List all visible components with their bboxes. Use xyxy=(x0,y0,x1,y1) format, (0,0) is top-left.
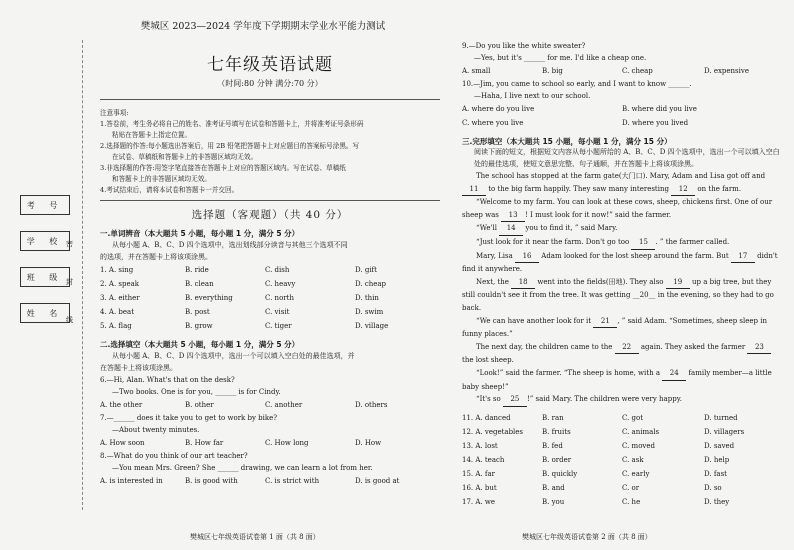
note-line: 3.非选择题的作答:用签字笔直接答在答题卡上对应的答题区域内。写在试卷、草稿纸 xyxy=(100,164,346,172)
option-c[interactable]: C. cheap xyxy=(622,67,653,75)
option-b[interactable]: B. post xyxy=(185,308,210,316)
passage-text: The next day, the children came to the xyxy=(476,342,615,351)
option-d[interactable]: D. fast xyxy=(704,469,727,478)
option-b[interactable]: B. you xyxy=(542,497,565,506)
cloze-blank[interactable]: 23 xyxy=(747,341,771,355)
option-d[interactable]: D. gift xyxy=(355,266,377,274)
option-a[interactable]: 15. A. far xyxy=(462,469,495,478)
option-b[interactable]: B. other xyxy=(185,401,214,409)
option-d[interactable]: D. villagers xyxy=(704,427,745,436)
note-line: 2.选择题的作答:每小题选出答案后，用 2B 铅笔把答题卡上对应题目的答案标号涂黑。写 xyxy=(100,142,360,150)
question-line: —Yes, but it's ______ for me. I'd like a cheap one. xyxy=(474,54,647,62)
option-a[interactable]: 11. A. danced xyxy=(462,413,511,422)
passage-text: “Just look for it near the farm. Don't go too xyxy=(476,237,632,246)
option-a[interactable]: A. where do you live xyxy=(462,105,535,113)
option-c[interactable]: C. he xyxy=(622,497,641,506)
passage-text: Next, the xyxy=(476,277,512,286)
answer-options xyxy=(100,398,440,412)
passage-text: up a big tree, but they still couldn't see it from the tree. It was getting __20__ in the evening, so they had to go back. xyxy=(462,277,774,312)
option-c[interactable]: C. dish xyxy=(265,266,290,274)
part2-instruction: 从每小题 A、B、C、D 四个选项中，选出一个可以填入空白处的最佳选项，并 xyxy=(112,352,355,360)
question-stem: 9.—Do you like the white sweater? xyxy=(462,42,586,50)
option-a[interactable]: A. How soon xyxy=(100,439,145,447)
gutter-field-exam-number: 考 号 xyxy=(20,195,70,215)
cloze-blank[interactable]: 12 xyxy=(671,183,695,197)
note-line: 4.考试结束后，请将本试卷和答题卡一并交回。 xyxy=(100,186,239,194)
cloze-blank[interactable]: 15 xyxy=(631,236,655,250)
option-row xyxy=(462,495,780,509)
option-c[interactable]: C. north xyxy=(265,294,294,302)
option-a[interactable]: A. the other xyxy=(100,401,143,409)
option-b[interactable]: B. fruits xyxy=(542,427,571,436)
page-two-content xyxy=(462,40,780,509)
passage-paragraph xyxy=(462,196,780,222)
passage-text: The school has stopped at the farm gate(大门口). Mary, Adam and Lisa got off and xyxy=(476,172,766,180)
question-stem: 6.—Hi, Alan. What's that on the desk? xyxy=(100,376,235,384)
option-row xyxy=(100,291,440,305)
option-d[interactable]: D. they xyxy=(704,497,730,506)
gutter-field-class: 班 级 xyxy=(20,267,70,287)
option-row xyxy=(100,305,440,319)
seal-char: 密 xyxy=(66,240,73,248)
passage-text: you to find it, ” said Mary. xyxy=(523,224,618,233)
gutter-field-school: 学 校 xyxy=(20,231,70,251)
passage-text: ! I must look for it now!” said the farmer. xyxy=(525,210,672,219)
cloze-blank[interactable]: 25 xyxy=(503,393,527,407)
option-b[interactable]: B. fed xyxy=(542,441,563,450)
option-c[interactable]: C. where you live xyxy=(462,119,524,127)
option-d[interactable]: D. How xyxy=(355,439,382,447)
option-row xyxy=(462,453,780,467)
option-d[interactable]: D. where you lived xyxy=(622,119,689,127)
passage-text: again. They asked the farmer xyxy=(638,342,748,351)
passage-paragraph xyxy=(462,236,780,250)
notes-heading: 注意事项: xyxy=(100,109,129,117)
seal-char: 封 xyxy=(66,278,73,286)
passage-text: went into the fields(田地). They also xyxy=(535,277,666,286)
passage-text: !” said Mary. The children were very happy. xyxy=(526,395,682,404)
option-a[interactable]: 5. A. flag xyxy=(100,322,132,330)
option-row xyxy=(100,319,440,333)
option-a[interactable]: A. is interested in xyxy=(100,477,163,485)
part2-instruction: 在答题卡上将该项涂黑。 xyxy=(100,364,177,372)
option-row xyxy=(100,277,440,291)
option-b[interactable]: B. big xyxy=(542,67,563,75)
passage-text: “Look!” said the farmer. “The sheep is home, with a xyxy=(476,368,663,377)
part3-instruction: 阅读下面的短文，根据短文内容从每小题所给的 A、B、C、D 四个选项中，选出一个可以填入空白处的最佳选项，使短文意思完整、句子通顺，并在答题卡上将该项涂黑。 xyxy=(474,148,780,168)
answer-options xyxy=(462,102,780,116)
seal-char: 线 xyxy=(66,316,73,324)
cloze-blank[interactable]: 17 xyxy=(731,250,755,264)
option-b[interactable]: B. order xyxy=(542,455,572,464)
option-c[interactable]: C. or xyxy=(622,483,640,492)
passage-text: to the big farm happily. They saw many interesting xyxy=(486,184,672,193)
part3-heading: 三.完形填空（本大题共 15 小题，每小题 1 分，满分 15 分） xyxy=(462,137,672,146)
cloze-blank[interactable]: 11 xyxy=(462,183,486,197)
question-6 xyxy=(100,374,440,412)
page-footer: 樊城区七年级英语试卷第 2 面（共 8 面） xyxy=(522,533,652,541)
note-line: 在试卷、草稿纸和答题卡上的非答题区域均无效。 xyxy=(112,153,258,161)
answer-options xyxy=(100,436,440,450)
option-d[interactable]: D. thin xyxy=(355,294,379,302)
answer-options xyxy=(100,474,440,488)
option-row xyxy=(462,439,780,453)
option-d[interactable]: D. help xyxy=(704,455,730,464)
option-row xyxy=(462,411,780,425)
part1-instruction: 从每小题 A、B、C、D 四个选项中，选出划线部分读音与其他三个选项不同 xyxy=(112,241,348,249)
option-b[interactable]: B. ride xyxy=(185,266,209,274)
option-c[interactable]: C. ask xyxy=(622,455,644,464)
option-b[interactable]: B. is good with xyxy=(185,477,238,485)
passage-paragraph xyxy=(462,315,780,341)
question-line: —You mean Mrs. Green? She ______ drawing, we can learn a lot from her. xyxy=(112,464,373,472)
question-8 xyxy=(100,450,440,488)
option-d[interactable]: D. is good at xyxy=(355,477,400,485)
time-info: （时间:80 分钟 满分:70 分） xyxy=(217,79,323,88)
passage-paragraph xyxy=(462,250,780,276)
cloze-options xyxy=(462,411,780,509)
option-row xyxy=(462,425,780,439)
passage-text: . ” the farmer called. xyxy=(655,237,730,246)
note-line: 粘贴在答题卡上指定位置。 xyxy=(112,131,192,139)
part1-items xyxy=(100,263,440,333)
option-d[interactable]: D. swim xyxy=(355,308,384,316)
passage-text: Mary, Lisa xyxy=(476,251,516,260)
option-a[interactable]: 4. A. beat xyxy=(100,308,135,316)
question-7 xyxy=(100,412,440,450)
option-b[interactable]: B. grow xyxy=(185,322,213,330)
passage-paragraph xyxy=(462,393,780,407)
answer-options xyxy=(462,116,780,130)
passage-paragraph xyxy=(462,276,780,315)
option-b[interactable]: B. How far xyxy=(185,439,224,447)
option-a[interactable]: 14. A. teach xyxy=(462,455,505,464)
question-stem: 10.—Jim, you came to school so early, and I want to know ______. xyxy=(462,80,692,88)
option-a[interactable]: 16. A. but xyxy=(462,483,497,492)
passage-text: “Welcome to my farm. You can look at these cows, sheep, chickens first. One of our sheep was xyxy=(462,198,773,219)
cloze-blank[interactable]: 14 xyxy=(499,222,523,236)
option-c[interactable]: C. moved xyxy=(622,441,655,450)
divider xyxy=(100,200,440,201)
cloze-blank[interactable]: 22 xyxy=(615,341,639,355)
passage-paragraph xyxy=(462,170,780,196)
part1-heading: 一.单词辨音（本大题共 5 小题，每小题 1 分，满分 5 分） xyxy=(100,229,300,238)
cloze-blank[interactable]: 21 xyxy=(593,315,617,329)
option-row xyxy=(100,263,440,277)
passage-text: , ” said Adam. “Sometimes, sheep sleep in funny places.” xyxy=(462,316,767,339)
passage-text: “It's so xyxy=(476,395,503,404)
option-a[interactable]: A. small xyxy=(462,67,491,75)
option-d[interactable]: D. expensive xyxy=(704,67,749,75)
option-b[interactable]: B. and xyxy=(542,483,565,492)
option-b[interactable]: B. where did you live xyxy=(622,105,697,113)
option-c[interactable]: C. got xyxy=(622,413,644,422)
cloze-blank[interactable]: 19 xyxy=(666,276,690,290)
page-two xyxy=(452,0,794,550)
option-d[interactable]: D. turned xyxy=(704,413,738,422)
option-row xyxy=(462,481,780,495)
passage-text: “We'll xyxy=(476,224,500,233)
option-c[interactable]: C. tiger xyxy=(265,322,292,330)
passage-text: Adam looked for the lost sheep around the farm. But xyxy=(539,251,731,260)
option-a[interactable]: 1. A. sing xyxy=(100,266,134,274)
option-d[interactable]: D. so xyxy=(704,483,722,492)
option-d[interactable]: D. village xyxy=(355,322,389,330)
option-d[interactable]: D. saved xyxy=(704,441,735,450)
option-a[interactable]: 12. A. vegetables xyxy=(462,427,524,436)
cloze-blank[interactable]: 13 xyxy=(501,209,525,223)
page-footer: 樊城区七年级英语试卷第 1 面（共 8 面） xyxy=(190,533,320,541)
cloze-blank[interactable]: 18 xyxy=(511,276,535,290)
question-stem: 7.—______ does it take you to get to work by bike? xyxy=(100,414,278,422)
option-a[interactable]: 13. A. lost xyxy=(462,441,498,450)
answer-options xyxy=(462,64,780,78)
question-stem: 8.—What do you think of our art teacher? xyxy=(100,452,248,460)
option-c[interactable]: C. How long xyxy=(265,439,309,447)
passage-paragraph xyxy=(462,341,780,367)
divider xyxy=(100,99,440,100)
note-line: 1.答卷前，考生务必将自己的姓名、准考证号填写在试卷和答题卡上，并将准考证号条形码 xyxy=(100,120,364,128)
option-c[interactable]: C. early xyxy=(622,469,650,478)
option-row xyxy=(462,467,780,481)
cloze-passage xyxy=(462,170,780,407)
exam-notes xyxy=(100,108,440,196)
page-one-content xyxy=(100,18,440,488)
option-b[interactable]: B. quickly xyxy=(542,469,578,478)
option-b[interactable]: B. everything xyxy=(185,294,233,302)
question-10 xyxy=(462,78,780,130)
passage-text: on the farm. xyxy=(695,184,742,193)
question-line: —About twenty minutes. xyxy=(112,426,200,434)
exam-title: 樊城区 2023—2024 学年度下学期期末学业水平能力测试 xyxy=(140,21,386,32)
cloze-blank[interactable]: 24 xyxy=(662,367,686,381)
passage-text: didn't find it anywhere. xyxy=(462,251,778,274)
option-a[interactable]: 3. A. either xyxy=(100,294,140,302)
option-b[interactable]: B. clean xyxy=(185,280,214,288)
section-title: 选择题（客观题）（共 40 分） xyxy=(191,209,349,221)
option-c[interactable]: C. animals xyxy=(622,427,660,436)
option-c[interactable]: C. visit xyxy=(265,308,290,316)
option-c[interactable]: C. heavy xyxy=(265,280,296,288)
gutter-field-name: 姓 名 xyxy=(20,303,70,323)
part1-instruction: 的选项，并在答题卡上将该项涂黑。 xyxy=(100,253,212,261)
option-d[interactable]: D. cheap xyxy=(355,280,387,288)
passage-text: family member—a little baby sheep!” xyxy=(462,368,772,391)
passage-text: “We can have another look for it xyxy=(476,316,594,325)
option-a[interactable]: 2. A. speak xyxy=(100,280,140,288)
seal-line xyxy=(82,40,83,510)
passage-text: the lost sheep. xyxy=(462,356,514,365)
note-line: 和答题卡上的非答题区域均无效。 xyxy=(112,175,211,183)
passage-paragraph xyxy=(462,367,780,393)
question-line: —Two books. One is for you, ______ is for Cindy. xyxy=(112,388,281,396)
question-9 xyxy=(462,40,780,78)
option-c[interactable]: C. is strict with xyxy=(265,477,320,485)
option-d[interactable]: D. others xyxy=(355,401,388,409)
seal-line-text xyxy=(66,225,76,339)
cloze-blank[interactable]: 16 xyxy=(515,250,539,264)
option-c[interactable]: C. another xyxy=(265,401,303,409)
option-a[interactable]: 17. A. we xyxy=(462,497,495,506)
question-line: —Haha, I live next to our school. xyxy=(474,92,591,100)
option-b[interactable]: B. ran xyxy=(542,413,564,422)
subject-title: 七年级英语试题 xyxy=(207,55,333,75)
passage-paragraph xyxy=(462,222,780,236)
part2-heading: 二.选择填空（本大题共 5 小题，每小题 1 分，满分 5 分） xyxy=(100,340,300,349)
